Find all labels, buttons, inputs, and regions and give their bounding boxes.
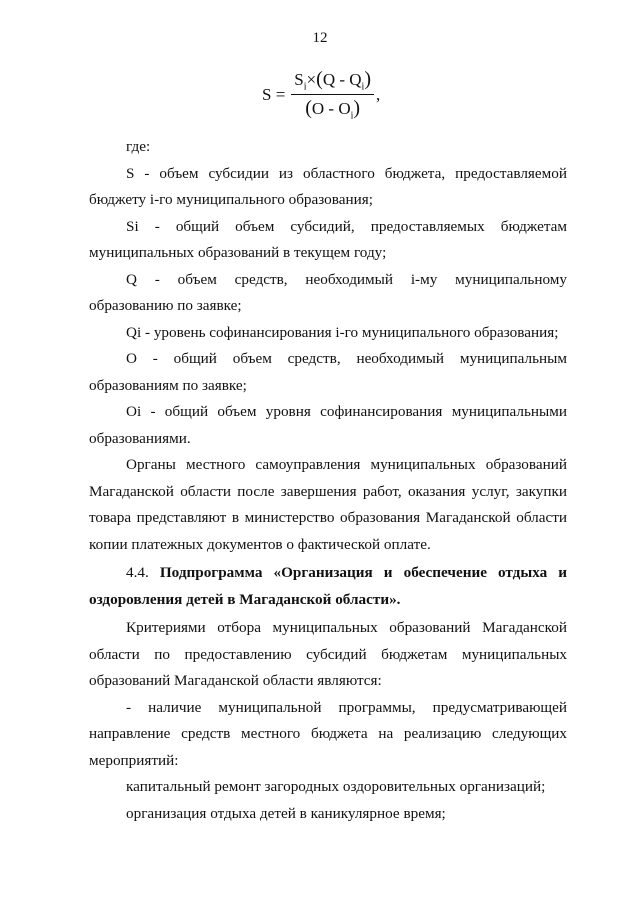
- formula-num-open: (: [316, 68, 323, 90]
- formula-den-open: (: [305, 97, 312, 120]
- formula-tail: ,: [375, 84, 381, 104]
- formula-den-close: ): [353, 97, 361, 120]
- formula-num-close: ): [364, 68, 371, 90]
- formula-den-o: O - O: [311, 99, 351, 119]
- document-body: [89, 134, 567, 827]
- definition-oi: Oi - общий объем уровня софинансирования муниципальными образованиями.: [89, 403, 567, 447]
- formula-num-q-sub: i: [361, 81, 365, 93]
- formula-denominator: [302, 95, 363, 121]
- definition-o: O - общий объем средств, необходимый муниципальным образованиям по заявке;: [89, 350, 567, 394]
- formula-den-o-sub: i: [350, 110, 354, 122]
- paragraph-criteria: Критериями отбора муниципальных образований Магаданской области по предоставлению субсидий бюджетам муниципальных образований Магаданской области являются:: [89, 619, 567, 689]
- definition-qi: Qi - уровень софинансирования i-го муниципального образования;: [126, 323, 559, 341]
- item-capital-repair: капитальный ремонт загородных оздоровительных организаций;: [126, 778, 546, 795]
- formula-num-s: S: [294, 70, 304, 89]
- subsidy-formula: [262, 68, 380, 122]
- formula-lhs: S =: [262, 84, 286, 104]
- definition-q: Q - объем средств, необходимый i-му муниципальному образованию по заявке;: [89, 270, 567, 314]
- item-vacation-rest: организация отдыха детей в каникулярное время;: [126, 804, 446, 822]
- where-label: где:: [126, 138, 151, 155]
- definition-s: S - объем субсидии из областного бюджета, предоставляемой бюджету i-го муниципального образования;: [89, 164, 567, 208]
- formula-num-s-sub: i: [303, 81, 307, 93]
- formula-num-q: Q - Q: [322, 70, 362, 89]
- formula-times: ×: [306, 70, 317, 89]
- section-number: 4.4.: [126, 564, 149, 581]
- section-title: Подпрограмма «Организация и обеспечение отдыха и оздоровления детей в Магаданской области».: [89, 564, 568, 608]
- paragraph-organs: Органы местного самоуправления муниципальных образований Магаданской области после завершения работ, оказания услуг, закупки товара представляют в министерство образования Магаданской области копии платежных документов о фактической оплате.: [89, 456, 567, 553]
- page-number: 12: [312, 30, 328, 46]
- formula-numerator: [291, 68, 374, 95]
- section-heading: [89, 560, 567, 613]
- formula-fraction: [291, 68, 374, 122]
- bullet-program: - наличие муниципальной программы, предусматривающей направление средств местного бюджета на реализацию следующих мероприятий:: [89, 698, 567, 769]
- definition-si: Si - общий объем субсидий, предоставляемых бюджетам муниципальных образований в текущем году;: [89, 217, 567, 261]
